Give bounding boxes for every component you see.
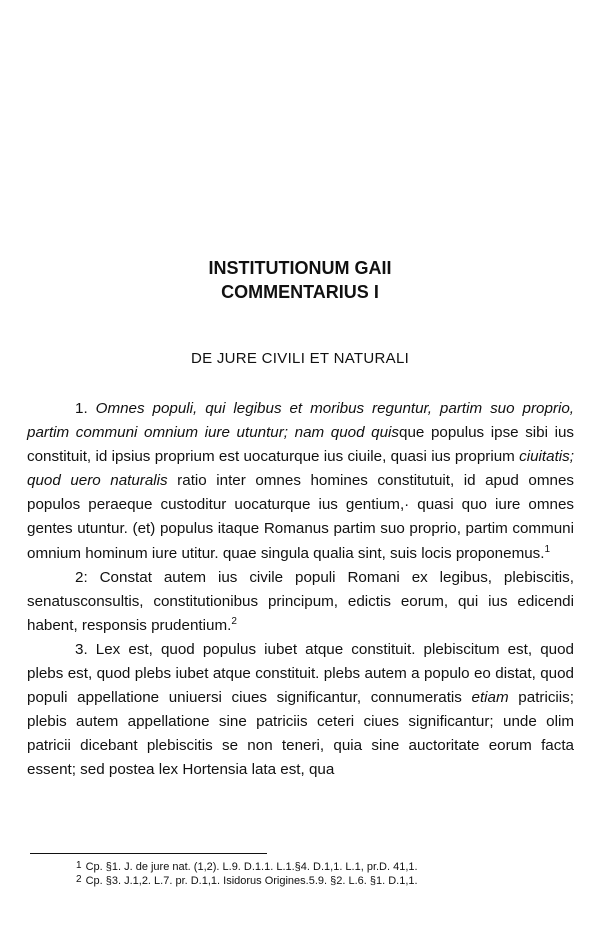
document-title-line-1: INSTITUTIONUM GAII [208, 258, 392, 278]
footnote-marker: 2 [76, 874, 82, 885]
body-text [27, 397, 574, 783]
text-segment: ratio inter omnes homines constitutuit, id apud omnes populos peraeque custoditur uocaturque ius gentium,· quasi quo iure omnes gentes utuntur. (et) populus itaque Romanus partim suo proprio, partim communi omnium hominum iure utitur. quae singula qualia sint, suis locis proponemus. [27, 472, 574, 562]
text-segment: ciuitatis; quod uero naturalis [27, 448, 574, 490]
section-heading: DE JURE CIVILI ET NATURALI [190, 350, 410, 367]
text-segment: Lex est, quod populus iubet atque constituit. plebiscitum est, quod plebs est, quod plebs iubet atque constituit. plebs autem a populo eo distat, quod populi appellatione uniuersi ciues significantur, connumeratis [27, 640, 574, 707]
paragraph-number: 3. [75, 640, 88, 658]
footnotes [76, 860, 576, 888]
footnote-divider [30, 853, 267, 854]
footnote-marker: 1 [76, 860, 82, 871]
paragraph [27, 638, 574, 783]
paragraph-number: 2: [75, 568, 88, 586]
text-segment: que populus ipse sibi ius constituit, id ipsius proprium est uocaturque ius ciuile, quasi ius proprium [27, 424, 574, 466]
footnote [76, 874, 576, 888]
footnote-reference: 1 [544, 543, 551, 555]
paragraph [27, 566, 574, 638]
text-segment: patriciis; plebis autem appellatione sine patriciis ceteri ciues significantur; unde olim patricii dicebant plebiscitis se non teneri, quia sine auctoritate eorum facta essent; sed postea lex Hortensia lata est, qua [27, 689, 574, 779]
text-segment: Omnes populi, qui legibus et moribus reguntur, partim suo proprio, partim communi omnium iure utuntur; nam quod quis [27, 400, 574, 442]
footnote-text: Cp. §3. J.1,2. L.7. pr. D.1,1. Isidorus Origines.5.9. §2. L.6. §1. D.1,1. [85, 875, 418, 887]
document-title-line-2: COMMENTARIUS I [221, 282, 379, 302]
paragraph-number: 1. [75, 400, 88, 417]
footnote-text: Cp. §1. J. de jure nat. (1,2). L.9. D.1.1. L.1.§4. D.1,1. L.1, pr.D. 41,1. [85, 861, 418, 873]
footnote [76, 860, 576, 874]
footnote-reference: 2 [231, 615, 237, 627]
paragraph [27, 397, 574, 566]
text-segment: etiam [471, 689, 509, 707]
text-segment: Constat autem ius civile populi Romani ex legibus, plebiscitis, senatusconsultis, constitutionibus principum, edictis eorum, qui ius edicendi habent, responsis prudentium. [27, 568, 574, 634]
